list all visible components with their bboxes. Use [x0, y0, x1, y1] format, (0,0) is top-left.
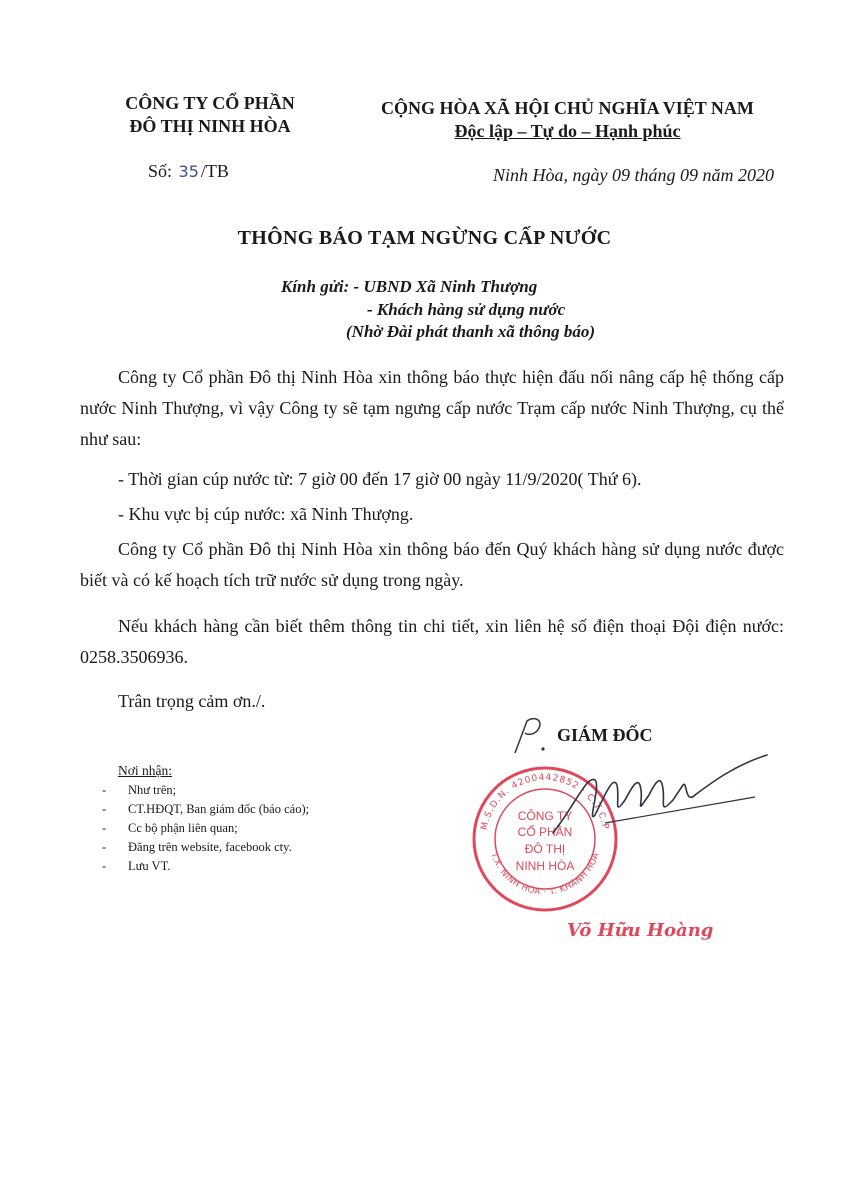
- recipient-line-3: (Nhờ Đài phát thanh xã thông báo): [346, 322, 596, 341]
- nation-header: [340, 97, 795, 143]
- closing-line: Trân trọng cảm ơn./.: [118, 691, 266, 711]
- document-number: [148, 161, 229, 182]
- body-paragraph-1: Công ty Cổ phần Đô thị Ninh Hòa xin thông báo thực hiện đấu nối nâng cấp hệ thống cấp nước Ninh Thượng, vì vậy Công ty sẽ tạm ngưng cấp nước Trạm cấp nước Ninh Thượng, cụ thể như sau:: [80, 367, 784, 449]
- motto: Độc lập – Tự do – Hạnh phúc: [454, 121, 681, 141]
- doc-no-handwritten: 35: [178, 162, 199, 181]
- company-name-line2: ĐÔ THỊ NINH HÒA: [129, 116, 291, 136]
- director-signature: [535, 745, 770, 860]
- body-paragraph-4: Công ty Cổ phần Đô thị Ninh Hòa xin thông báo đến Quý khách hàng sử dụng nước được biết và có kế hoạch tích trữ nước sử dụng trong ngày.: [80, 539, 784, 590]
- body-paragraph-3: - Khu vực bị cúp nước: xã Ninh Thượng.: [118, 504, 414, 524]
- doc-no-suffix: /TB: [200, 161, 229, 181]
- nation-title: CỘNG HÒA XÃ HỘI CHỦ NGHĨA VIỆT NAM: [381, 98, 754, 118]
- director-title: GIÁM ĐỐC: [557, 725, 653, 745]
- recipients-list-title: Nơi nhận:: [118, 763, 173, 778]
- svg-text:ĐÔ THỊ: ĐÔ THỊ: [524, 842, 566, 856]
- signer-name-stamp: [565, 912, 730, 946]
- recipients-list: [102, 781, 309, 876]
- svg-text:M.S.D.N. 4200442852 · C.T.C.P: M.S.D.N. 4200442852 · C.T.C.P: [479, 772, 611, 831]
- company-name-line1: CÔNG TY CỔ PHẦN: [125, 93, 295, 113]
- body-paragraph-5: Nếu khách hàng cần biết thêm thông tin chi tiết, xin liên hệ số điện thoại Đội điện nước: 0258.3506936.: [80, 616, 784, 667]
- place-date: Ninh Hòa, ngày 09 tháng 09 năm 2020: [493, 165, 774, 185]
- recipients-list-item: - Như trên;: [102, 781, 309, 800]
- body-paragraph-2: - Thời gian cúp nước từ: 7 giờ 00 đến 17 giờ 00 ngày 11/9/2020( Thứ 6).: [118, 469, 642, 489]
- company-name: [80, 92, 340, 138]
- recipient-line-2: - Khách hàng sử dụng nước: [367, 300, 566, 319]
- doc-no-prefix: Số:: [148, 161, 173, 181]
- recipients-list-item: - Lưu VT.: [102, 857, 309, 876]
- svg-text:CÔNG TY: CÔNG TY: [517, 809, 573, 823]
- recipients-list-item: - CT.HĐQT, Ban giám đốc (báo cáo);: [102, 800, 309, 819]
- svg-text:Võ Hữu Hoàng: Võ Hữu Hoàng: [567, 920, 714, 941]
- svg-text:CỔ PHẦN: CỔ PHẦN: [517, 825, 573, 839]
- recipients-list-item: - Đăng trên website, facebook cty.: [102, 838, 309, 857]
- recipients-list-item: - Cc bộ phận liên quan;: [102, 819, 309, 838]
- document-title: THÔNG BÁO TẠM NGỪNG CẤP NƯỚC: [237, 227, 612, 249]
- svg-text:T.X. NINH HÒA · T. KHÁNH HÒA: T.X. NINH HÒA · T. KHÁNH HÒA: [488, 851, 602, 898]
- recipient-line-1: Kính gửi: - UBND Xã Ninh Thượng: [281, 277, 538, 296]
- svg-text:NINH HÒA: NINH HÒA: [515, 859, 575, 873]
